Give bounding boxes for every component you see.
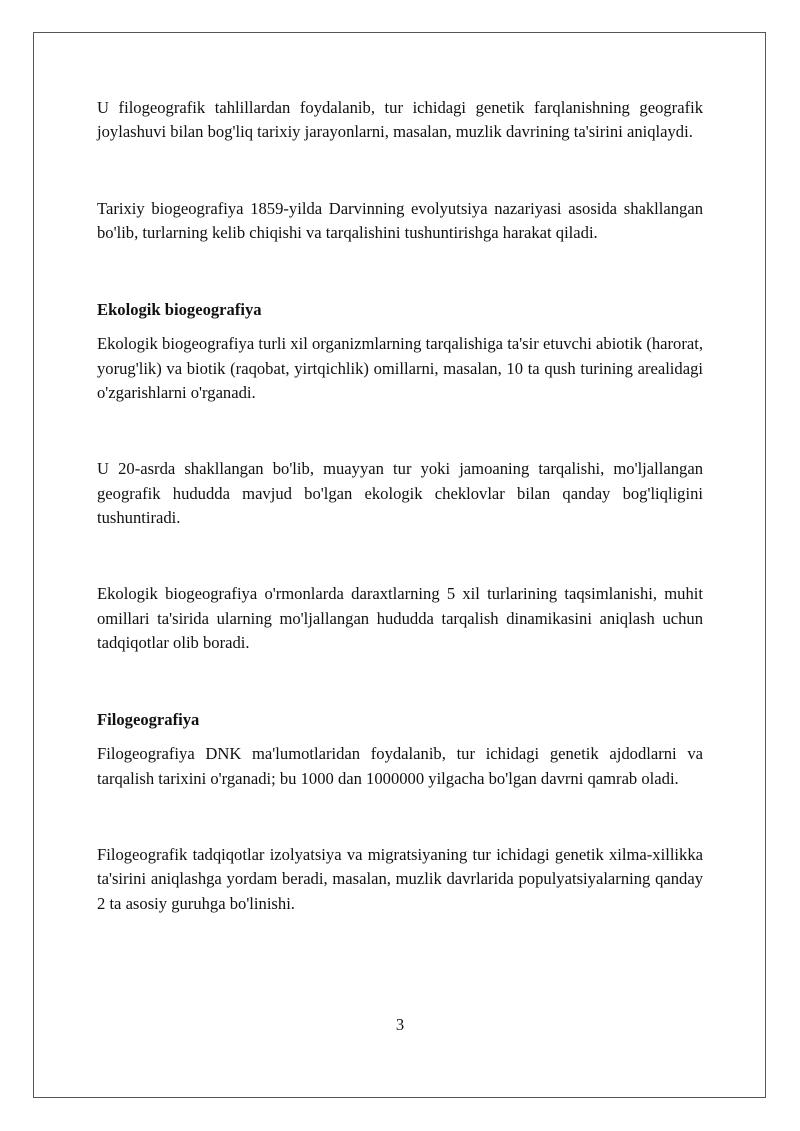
page-content (97, 96, 703, 916)
paragraph-spacer (97, 530, 703, 582)
heading-spacer (97, 732, 703, 742)
paragraph-isolation-migration: Filogeografik tadqiqotlar izolyatsiya va migratsiyaning tur ichidagi genetik xilma-xillikka ta'sirini aniqlashga yordam beradi, masalan, muzlik davrlarida populyatsiyalarning qanday 2 ta asosiy guruhga bo'linishi. (97, 845, 703, 913)
section-spacer (97, 245, 703, 298)
paragraph-ecological-constraints: U 20-asrda shakllangan bo'lib, muayyan tur yoki jamoaning tarqalishi, mo'ljallangan geografik hududda mavjud bo'lgan ekologik cheklovlar bilan qanday bog'liqligini tushuntiradi. (97, 459, 703, 527)
paragraph-phylogeographic-analysis: U filogeografik tahlillardan foydalanib, tur ichidagi genetik farqlanishning geografik joylashuvi bilan bog'liq tarixiy jarayonlarni, masalan, muzlik davrining ta'sirini aniqlaydi. (97, 98, 703, 142)
heading-spacer (97, 322, 703, 332)
paragraph-dna-data: Filogeografiya DNK ma'lumotlaridan foydalanib, tur ichidagi genetik ajdodlarni va tarqalish tarixini o'rganadi; bu 1000 dan 1000000 yilgacha bo'lgan davrni qamrab oladi. (97, 744, 703, 788)
section-spacer (97, 655, 703, 708)
paragraph-spacer (97, 145, 703, 197)
page-number: 3 (395, 1015, 405, 1034)
paragraph-spacer (97, 791, 703, 843)
paragraph-spacer (97, 405, 703, 457)
heading-ecological-biogeography: Ekologik biogeografiya (97, 300, 262, 320)
paragraph-forest-research: Ekologik biogeografiya o'rmonlarda daraxtlarning 5 xil turlarining taqsimlanishi, muhit omillari ta'sirida ularning mo'ljallangan hududda tarqalish dinamikasini aniqlash uchun tadqiqotlar olib boradi. (97, 584, 703, 652)
paragraph-historical-biogeography: Tarixiy biogeografiya 1859-yilda Darvinning evolyutsiya nazariyasi asosida shakllangan bo'lib, turlarning kelib chiqishi va tarqalishini tushuntirishga harakat qiladi. (97, 198, 703, 242)
paragraph-ecological-factors: Ekologik biogeografiya turli xil organizmlarning tarqalishiga ta'sir etuvchi abiotik (harorat, yorug'lik) va biotik (raqobat, yirtqichlik) omillarni, masalan, 10 ta qush turining arealidagi o'zgarishlarni o'rganadi. (97, 334, 703, 403)
heading-phylogeography: Filogeografiya (97, 710, 200, 730)
